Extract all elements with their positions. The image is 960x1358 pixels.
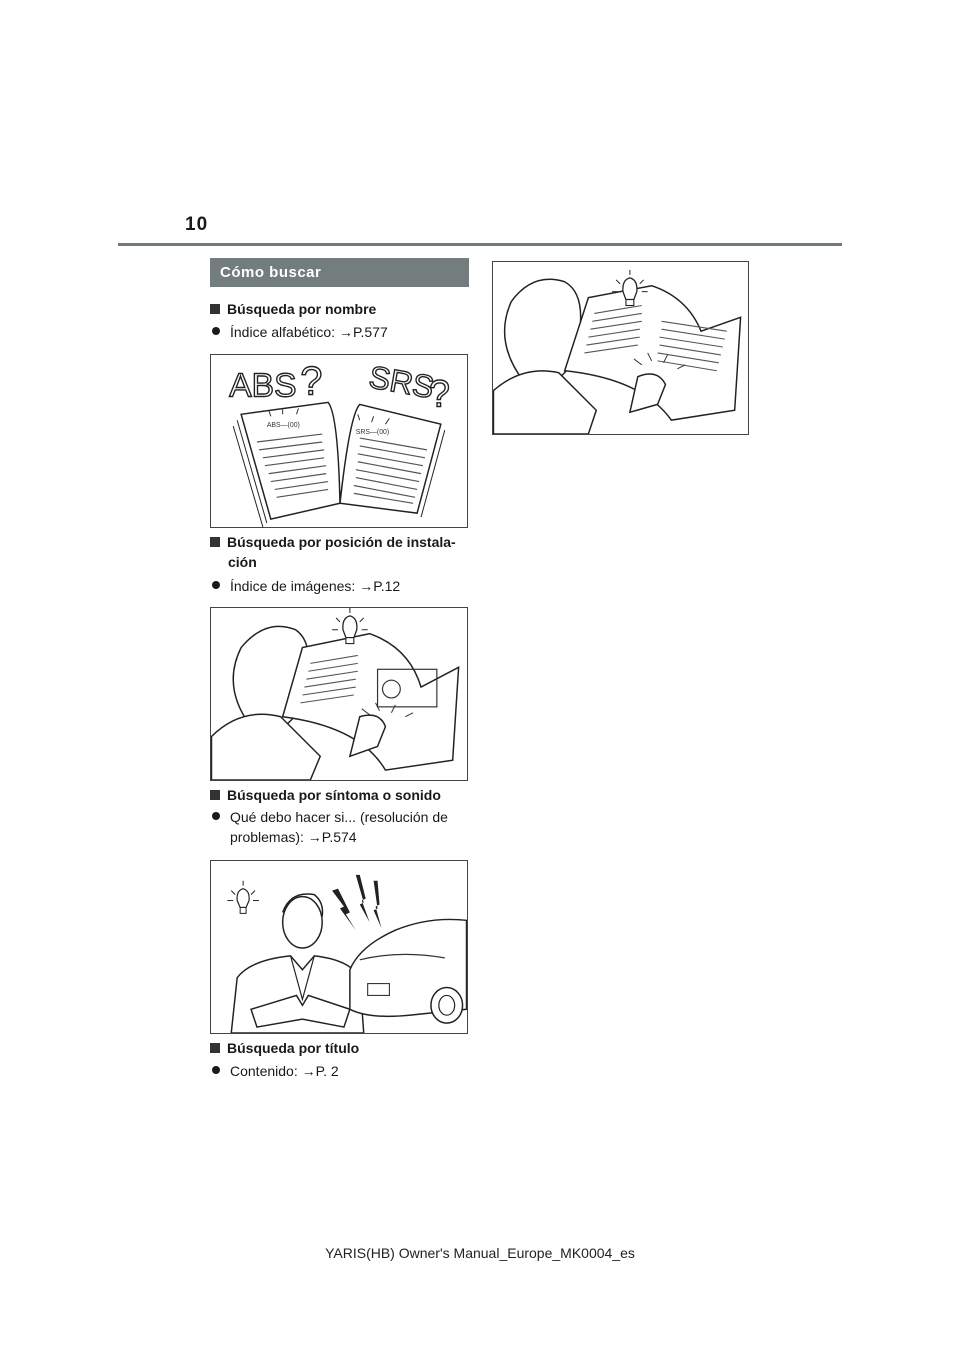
link-troubleshooting[interactable]: problemas): →P.574 — [230, 829, 357, 845]
fig-label-abs: ABS — [229, 367, 297, 405]
figure-symptom-search — [210, 860, 468, 1034]
fig-question-left: ? — [300, 359, 323, 404]
reader-pointing-illustration — [211, 608, 467, 780]
subheading-by-title: Búsqueda por título — [210, 1038, 359, 1058]
fig-tiny-srs: SRS—(00) — [355, 429, 390, 437]
bullet-dot-icon — [212, 581, 220, 589]
fig-label-srs: SRS — [366, 358, 437, 406]
bullet-alphabetical-index — [212, 322, 388, 342]
link-contents[interactable]: Contenido: →P. 2 — [230, 1063, 339, 1079]
bullet-contents — [212, 1061, 339, 1081]
subheading-by-position: Búsqueda por posición de instala- ción — [210, 532, 456, 572]
square-bullet-icon — [210, 790, 220, 800]
bullet-dot-icon — [212, 812, 220, 820]
link-alphabetical-index[interactable]: Índice alfabético: →P.577 — [230, 324, 388, 340]
bullet-troubleshooting: Qué debo hacer si... (resolución de problemas): →P.574 — [212, 807, 448, 847]
figure-picture-index — [210, 607, 468, 781]
square-bullet-icon — [210, 1043, 220, 1053]
bullet-dot-icon — [212, 1066, 220, 1074]
subheading-by-name: Búsqueda por nombre — [210, 299, 376, 319]
open-book-illustration — [211, 355, 467, 527]
square-bullet-icon — [210, 537, 220, 547]
lightbulb-icon — [227, 881, 259, 914]
man-car-illustration — [211, 861, 467, 1033]
square-bullet-icon — [210, 304, 220, 314]
page-footer: YARIS(HB) Owner's Manual_Europe_MK0004_es — [325, 1245, 635, 1261]
figure-title-search — [492, 261, 749, 435]
subheading-by-symptom: Búsqueda por síntoma o sonido — [210, 785, 441, 805]
fig-question-right: ? — [428, 372, 450, 415]
page-number: 10 — [185, 214, 209, 235]
figure-manual-index — [210, 354, 468, 528]
section-title: Cómo buscar — [210, 258, 469, 287]
reader-pointing-illustration-2 — [493, 262, 748, 434]
bullet-image-index — [212, 576, 400, 596]
bullet-dot-icon — [212, 327, 220, 335]
fig-tiny-abs: ABS—(00) — [266, 422, 300, 430]
link-image-index[interactable]: Índice de imágenes: →P.12 — [230, 578, 401, 594]
header-rule — [118, 243, 842, 246]
